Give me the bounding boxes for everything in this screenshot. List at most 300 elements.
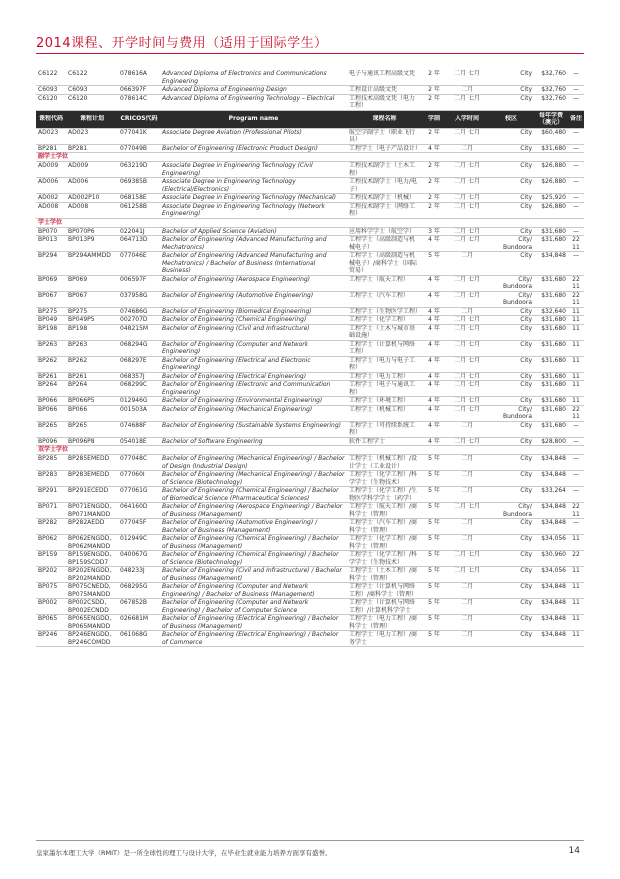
cell-cricos: 067852B — [120, 599, 148, 606]
cell-campus: City — [520, 324, 532, 332]
cell-program: Bachelor of Engineering (Mechanical Engineering) / Bachelor of Design (Industrial Design) — [162, 455, 345, 470]
cell-campus: City — [520, 316, 532, 323]
cell-cricos: 068294G — [120, 340, 148, 348]
cell-plan: BP294AMMDD — [68, 252, 111, 259]
cell-name-cn: 工程学士（高级制造与机械电子） — [349, 236, 416, 251]
cell-fee: $31,680 — [541, 381, 566, 388]
cell-program: Bachelor of Software Engineering — [162, 437, 263, 445]
table-row — [36, 615, 584, 631]
cell-fee: $31,680 — [541, 275, 566, 283]
cell-campus: City — [520, 162, 532, 169]
cell-cricos: 077061G — [120, 487, 148, 494]
table-row — [36, 276, 584, 292]
course-table — [36, 70, 584, 647]
cell-intake: 二月 七月 — [454, 405, 480, 413]
cell-duration: 4 年 — [428, 381, 440, 388]
cell-plan: AD002P10 — [68, 194, 100, 201]
cell-note: 11 — [572, 615, 580, 622]
cell-program: Associate Degree in Engineering Technology (Mechanical) — [162, 194, 337, 201]
cell-campus: City/ Bundoora — [502, 405, 532, 420]
cell-name-cn: 工程学士（电力工程） — [349, 372, 410, 380]
cell-duration: 5 年 — [428, 535, 440, 542]
cell-code: AD023 — [38, 128, 59, 136]
cell-duration: 4 年 — [428, 356, 440, 364]
table-row — [36, 86, 584, 95]
cell-fee: $31,680 — [541, 144, 566, 152]
cell-intake: 二月 — [460, 455, 473, 462]
cell-code: BP065 — [38, 615, 58, 622]
rows-group-bachelor — [36, 228, 584, 447]
cell-cricos: 078614C — [120, 94, 148, 102]
cell-name-cn: 软件工程学士 — [349, 437, 386, 445]
cell-duration: 4 年 — [428, 421, 440, 429]
cell-note: 22 11 — [572, 503, 580, 518]
table-row — [36, 519, 584, 535]
cell-duration: 4 年 — [428, 324, 440, 332]
cell-intake: 二月 七月 — [454, 178, 480, 185]
cell-campus: City — [520, 631, 532, 638]
cell-duration: 4 年 — [428, 397, 440, 404]
cell-cricos: 061068G — [120, 631, 148, 638]
table-row — [36, 551, 584, 567]
cell-campus: City — [520, 372, 532, 380]
cell-fee: $32,760 — [541, 94, 566, 102]
cell-name-cn: 工程学士（计算机与网络工程） — [349, 340, 416, 355]
cell-code: BP071 — [38, 503, 58, 510]
cell-cricos: 066397F — [120, 86, 147, 93]
cell-code: BP275 — [38, 307, 58, 315]
cell-cricos: 068299C — [120, 381, 148, 388]
cell-code: AD006 — [38, 178, 59, 185]
cell-note: — — [573, 178, 579, 185]
table-row — [36, 162, 584, 178]
cell-plan: BP198 — [68, 324, 88, 332]
cell-name-cn: 工程学士（土木工程）/商科学士（管理） — [349, 567, 418, 582]
cell-intake: 二月 七月 — [454, 316, 480, 323]
cell-program: Bachelor of Engineering (Computer and Network Engineering) / Bachelor of Computer Science — [162, 599, 309, 614]
cell-cricos: 012949C — [120, 535, 148, 542]
page-number: 14 — [568, 846, 580, 856]
header-note: 备注 — [570, 115, 583, 123]
cell-campus: City — [520, 202, 532, 210]
cell-campus: City/ Bundoora — [502, 275, 532, 290]
table-row — [36, 341, 584, 357]
cell-fee: $31,680 — [541, 340, 566, 348]
cell-fee: $33,264 — [541, 487, 566, 494]
cell-program: Associate Degree Aviation (Professional Pilots) — [162, 128, 302, 136]
cell-fee: $34,848 — [541, 599, 566, 606]
cell-program: Advanced Diploma of Electronics and Communications Engineering — [162, 70, 327, 85]
cell-code: BP002 — [38, 599, 58, 606]
table-row — [36, 203, 584, 219]
cell-note: 11 — [572, 397, 580, 404]
cell-note: 22 11 — [572, 275, 580, 290]
cell-campus: City — [520, 70, 532, 77]
table-row — [36, 316, 584, 325]
rows-group-double — [36, 455, 584, 647]
cell-note: — — [573, 70, 579, 77]
cell-campus: City — [520, 227, 532, 235]
table-header — [36, 111, 584, 129]
cell-name-cn: 工程学士（化学工程） — [349, 316, 410, 323]
cell-campus: City — [520, 421, 532, 429]
cell-name-cn: 工程学士（电力与电子工程） — [349, 356, 416, 371]
cell-fee: $31,680 — [541, 236, 566, 243]
title-divider — [36, 53, 584, 54]
cell-duration: 2 年 — [428, 178, 440, 185]
cell-campus: City — [520, 583, 532, 590]
cell-note: — — [573, 487, 579, 494]
cell-intake: 二月 七月 — [454, 397, 480, 404]
cell-cricos: 048215M — [120, 324, 149, 332]
cell-program: Bachelor of Engineering (Civil and Infrastructure) / Bachelor of Business (Management) — [162, 567, 342, 582]
cell-program: Advanced Diploma of Engineering Design — [162, 86, 287, 93]
table-row — [36, 194, 584, 203]
cell-cricos: 001503A — [120, 405, 148, 413]
table-row — [36, 373, 584, 382]
cell-fee: $25,920 — [541, 194, 566, 201]
cell-program: Bachelor of Engineering (Chemical Engineering) / Bachelor of Business (Management) — [162, 535, 339, 550]
cell-fee: $31,680 — [541, 316, 566, 323]
cell-campus: City — [520, 535, 532, 542]
cell-duration: 4 年 — [428, 437, 440, 445]
cell-code: BP264 — [38, 381, 58, 388]
cell-duration: 4 年 — [428, 291, 440, 299]
cell-program: Bachelor of Engineering (Aerospace Engineering) / Bachelor of Business (Management) — [162, 503, 343, 518]
cell-name-cn: 工程学士（机械工程）/设计学士（工业设计） — [349, 455, 418, 470]
cell-fee: $32,760 — [541, 70, 566, 77]
cell-cricos: 074686G — [120, 307, 148, 315]
cell-note: — — [573, 471, 579, 478]
cell-fee: $31,680 — [541, 227, 566, 235]
cell-plan: BP096P8 — [68, 437, 95, 445]
cell-code: BP096 — [38, 437, 58, 445]
table-row — [36, 599, 584, 615]
cell-code: BP246 — [38, 631, 58, 638]
cell-duration: 2 年 — [428, 162, 440, 169]
top-rows-group — [36, 70, 584, 111]
footer-text: 皇家墨尔本理工大学（RMIT）是一所全球性的理工与设计大学，在毕业生就业能力培养方面享有盛誉。 — [36, 849, 332, 857]
cell-intake: 二月 七月 — [454, 194, 480, 201]
cell-duration: 5 年 — [428, 252, 440, 259]
cell-note: — — [573, 421, 579, 429]
cell-plan: BP066P5 — [68, 397, 95, 404]
cell-name-cn: 航空学副学士（职业飞行员） — [349, 128, 416, 143]
cell-code: BP070 — [38, 227, 58, 235]
table-row — [36, 357, 584, 373]
section-double: 双学士学位 — [36, 446, 584, 455]
table-row — [36, 406, 584, 422]
cell-program: Bachelor of Engineering (Electrical Engineering) / Bachelor of Commerce — [162, 631, 339, 646]
cell-plan: BP002CSDD, BP002ECNDD — [68, 599, 109, 614]
cell-fee: $26,880 — [541, 202, 566, 210]
cell-note: 11 — [572, 599, 580, 606]
cell-name-cn: 电子与通讯工程高级文凭 — [349, 70, 416, 77]
cell-code: BP069 — [38, 275, 58, 283]
cell-note: — — [573, 519, 579, 526]
table-row — [36, 325, 584, 341]
cell-plan: C6120 — [68, 94, 88, 102]
table-row — [36, 535, 584, 551]
cell-intake: 二月 — [460, 144, 473, 152]
cell-campus: City — [520, 86, 532, 93]
cell-cricos: 048233J — [120, 567, 145, 574]
cell-intake: 二月 七月 — [454, 202, 480, 210]
cell-code: BP202 — [38, 567, 58, 574]
cell-campus: City/ Bundoora — [502, 236, 532, 251]
cell-intake: 二月 — [460, 615, 473, 622]
cell-campus: City — [520, 397, 532, 404]
cell-note: 11 — [572, 381, 580, 388]
cell-program: Bachelor of Engineering (Sustainable Systems Engineering) — [162, 421, 341, 429]
cell-code: BP265 — [38, 421, 58, 429]
cell-duration: 4 年 — [428, 236, 440, 243]
cell-plan: BP069 — [68, 275, 88, 283]
cell-code: BP062 — [38, 535, 58, 542]
table-row — [36, 438, 584, 447]
cell-plan: BP159ENGDD, BP159SCDD7 — [68, 551, 112, 566]
cell-fee: $31,680 — [541, 405, 566, 413]
cell-name-cn: 工程技术高级文凭（电力工程） — [349, 94, 416, 109]
cell-campus: City — [520, 178, 532, 185]
cell-plan: BP246ENGDD, BP246COMDD — [68, 631, 112, 646]
cell-intake: 二月 七月 — [454, 162, 480, 169]
cell-note: 11 — [572, 567, 580, 574]
header-program: Program name — [228, 115, 279, 123]
cell-cricos: 077046E — [120, 252, 147, 259]
header-code: 课程代码 — [38, 115, 63, 123]
cell-campus: City — [520, 519, 532, 526]
cell-fee: $32,760 — [541, 86, 566, 93]
cell-intake: 二月 — [460, 599, 473, 606]
cell-fee: $34,848 — [541, 583, 566, 590]
cell-duration: 5 年 — [428, 503, 440, 510]
cell-note: — — [573, 194, 579, 201]
cell-cricos: 012946G — [120, 397, 148, 404]
header-plan: 课程计划 — [79, 115, 104, 123]
cell-plan: BP262 — [68, 356, 88, 364]
cell-duration: 4 年 — [428, 340, 440, 348]
cell-fee: $34,848 — [541, 455, 566, 462]
cell-plan: BP202ENGDD, BP202MANDD — [68, 567, 112, 582]
cell-intake: 二月 — [460, 421, 473, 429]
cell-plan: C6093 — [68, 86, 88, 93]
cell-plan: BP282AEDD — [68, 519, 105, 526]
cell-campus: City — [520, 307, 532, 315]
cell-code: AD002 — [38, 194, 59, 201]
cell-program: Associate Degree in Engineering Technology (Electrical/Electronics) — [162, 178, 296, 193]
cell-duration: 4 年 — [428, 405, 440, 413]
cell-fee: $28,800 — [541, 437, 566, 445]
cell-name-cn: 工程学士（土木与城市基础设施） — [349, 324, 416, 339]
cell-code: BP075 — [38, 583, 58, 590]
cell-cricos: 074688F — [120, 421, 147, 429]
cell-code: BP282 — [38, 519, 58, 526]
cell-duration: 5 年 — [428, 455, 440, 462]
header-name-cn: 课程名称 — [372, 115, 397, 123]
table-row — [36, 487, 584, 503]
cell-fee: $30,960 — [541, 551, 566, 558]
cell-name-cn: 工程学士（环境工程） — [349, 397, 410, 404]
cell-note: — — [573, 437, 579, 445]
cell-campus: City — [520, 252, 532, 259]
cell-cricos: 068357J — [120, 372, 145, 380]
cell-plan: BP066 — [68, 405, 88, 413]
cell-intake: 二月 七月 — [454, 381, 480, 388]
rows-group-a — [36, 129, 584, 154]
cell-duration: 5 年 — [428, 631, 440, 638]
table-row — [36, 503, 584, 519]
cell-fee: $26,880 — [541, 178, 566, 185]
cell-cricos: 069385B — [120, 178, 148, 185]
section-associate: 副学士学位 — [36, 153, 584, 162]
cell-plan: BP065ENGDD, BP065MANDD — [68, 615, 112, 630]
cell-campus: City — [520, 194, 532, 201]
cell-program: Bachelor of Engineering (Biomedical Engineering) — [162, 307, 312, 315]
cell-program: Bachelor of Engineering (Advanced Manufacturing and Mechatronics) — [162, 236, 327, 251]
cell-campus: City — [520, 455, 532, 462]
table-row — [36, 567, 584, 583]
cell-intake: 二月 七月 — [454, 503, 480, 510]
cell-intake: 二月 七月 — [454, 437, 480, 445]
cell-intake: 二月 七月 — [454, 291, 480, 299]
cell-intake: 二月 七月 — [454, 227, 480, 235]
cell-program: Bachelor of Applied Science (Aviation) — [162, 227, 277, 235]
section-bachelor: 学士学位 — [36, 219, 584, 228]
cell-code: BP067 — [38, 291, 58, 299]
cell-plan: BP075CNEDD, BP075MANDD — [68, 583, 111, 598]
cell-code: AD008 — [38, 202, 59, 210]
cell-plan: BP013P9 — [68, 236, 95, 243]
rows-group-associate — [36, 162, 584, 219]
footer-divider — [36, 840, 584, 841]
cell-intake: 二月 七月 — [454, 70, 480, 77]
cell-cricos: 068158E — [120, 194, 147, 201]
cell-program: Bachelor of Engineering (Electronic Product Design) — [162, 144, 318, 152]
cell-cricos: 054018E — [120, 437, 147, 445]
cell-code: BP262 — [38, 356, 58, 364]
cell-name-cn: 工程学士（电力工程）/商务学士 — [349, 631, 418, 646]
cell-code: BP294 — [38, 252, 58, 259]
cell-name-cn: 工程学士（化学工程）/生物医学科学学士（药学） — [349, 487, 418, 502]
cell-duration: 5 年 — [428, 471, 440, 478]
cell-intake: 二月 — [460, 519, 473, 526]
cell-campus: City — [520, 144, 532, 152]
cell-duration: 2 年 — [428, 94, 440, 102]
cell-program: Bachelor of Engineering (Automotive Engineering) / Bachelor of Business (Management) — [162, 519, 318, 534]
cell-note: 11 — [572, 356, 580, 364]
cell-intake: 二月 七月 — [454, 324, 480, 332]
header-duration: 学制 — [427, 115, 440, 123]
cell-cricos: 077048C — [120, 455, 148, 462]
cell-name-cn: 工程学士（电子产品设计） — [349, 144, 422, 152]
cell-code: BP261 — [38, 372, 58, 380]
cell-intake: 二月 — [460, 631, 473, 638]
table-row — [36, 236, 584, 252]
table-row — [36, 228, 584, 237]
cell-program: Bachelor of Engineering (Chemical Engineering) / Bachelor of Science (Biotechnology) — [162, 551, 339, 566]
cell-plan: BP070P6 — [68, 227, 95, 235]
table-row — [36, 308, 584, 317]
cell-note: — — [573, 455, 579, 462]
cell-note: — — [573, 202, 579, 210]
cell-plan: BP281 — [68, 144, 88, 152]
table-row — [36, 381, 584, 397]
cell-program: Bachelor of Engineering (Civil and Infrastructure) — [162, 324, 310, 332]
cell-campus: City/ Bundoora — [502, 291, 532, 306]
cell-note: — — [573, 144, 579, 152]
cell-intake: 二月 — [460, 583, 473, 590]
cell-program: Bachelor of Engineering (Mechanical Engineering) — [162, 405, 313, 413]
cell-code: BP285 — [38, 455, 58, 462]
cell-program: Bachelor of Engineering (Advanced Manufacturing and Mechatronics) / Bachelor of Business (International Business) — [162, 252, 327, 274]
table-row — [36, 397, 584, 406]
cell-duration: 4 年 — [428, 275, 440, 283]
cell-name-cn: 工程学士（汽车工程） — [349, 291, 410, 299]
cell-program: Bachelor of Engineering (Computer and Network Engineering) — [162, 340, 309, 355]
cell-campus: City — [520, 551, 532, 558]
cell-fee: $60,480 — [541, 128, 566, 136]
cell-duration: 5 年 — [428, 551, 440, 558]
cell-note: 11 — [572, 631, 580, 638]
cell-name-cn: 工程学士（化学工程）/科学学士（生物技术） — [349, 471, 418, 486]
cell-name-cn: 工程设计高级文凭 — [349, 86, 398, 93]
table-row — [36, 583, 584, 599]
header-cricos: CRICOS代码 — [120, 115, 158, 123]
cell-plan: BP062ENGDD, BP062MANDD — [68, 535, 112, 550]
cell-name-cn: 工程学士（化学工程）/商科学士（管理） — [349, 535, 418, 550]
cell-note: — — [573, 252, 579, 259]
cell-cricos: 026681M — [120, 615, 149, 622]
cell-plan: C6122 — [68, 70, 88, 77]
table-row — [36, 292, 584, 308]
cell-code: BP066 — [38, 405, 58, 413]
cell-note: 11 — [572, 307, 580, 315]
table-row — [36, 631, 584, 647]
cell-name-cn: 工程技术副学士（土木工程） — [349, 162, 416, 177]
cell-note: — — [573, 162, 579, 169]
cell-plan: BP265 — [68, 421, 88, 429]
cell-cricos: 077045F — [120, 519, 147, 526]
cell-plan: BP067 — [68, 291, 88, 299]
cell-intake: 二月 七月 — [454, 275, 480, 283]
cell-campus: City — [520, 94, 532, 102]
cell-note: 11 — [572, 372, 580, 380]
cell-fee: $31,680 — [541, 324, 566, 332]
cell-plan: AD009 — [68, 162, 89, 169]
cell-fee: $31,680 — [541, 397, 566, 404]
cell-note: 22 11 — [572, 236, 580, 251]
cell-plan: AD023 — [68, 128, 89, 136]
cell-intake: 二月 — [460, 487, 473, 494]
cell-note: 11 — [572, 583, 580, 590]
table-row — [36, 178, 584, 194]
cell-campus: City — [520, 356, 532, 364]
cell-duration: 2 年 — [428, 128, 440, 136]
cell-intake: 二月 — [460, 307, 473, 315]
cell-code: BP159 — [38, 551, 58, 558]
cell-cricos: 037958G — [120, 291, 148, 299]
header-fee: 每年学费（澳元） — [538, 111, 563, 126]
cell-fee: $34,848 — [541, 252, 566, 259]
table-row — [36, 145, 584, 154]
cell-program: Bachelor of Engineering (Electrical Engineering) — [162, 372, 307, 380]
cell-name-cn: 工程技术副学士（网络工程） — [349, 202, 416, 217]
cell-duration: 4 年 — [428, 144, 440, 152]
cell-code: C6120 — [38, 94, 58, 102]
cell-intake: 二月 七月 — [454, 567, 480, 574]
cell-name-cn: 工程学士（计算机与网络工程）/计算机科学学士 — [349, 599, 416, 614]
